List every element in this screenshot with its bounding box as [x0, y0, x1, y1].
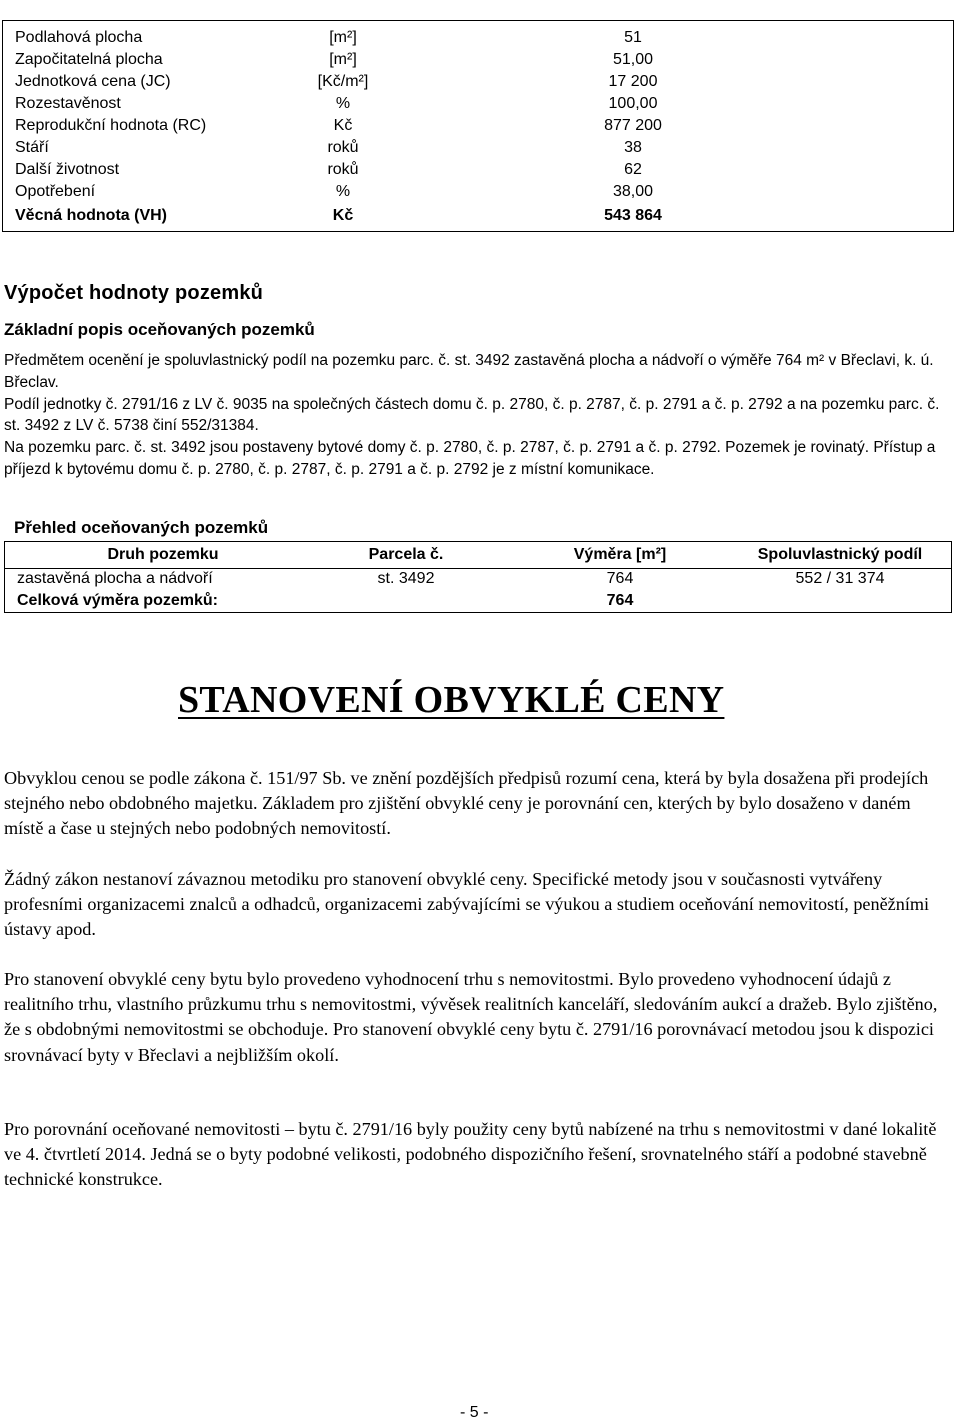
row-unit: roků [327, 161, 359, 178]
table-cell: st. 3492 [377, 570, 435, 587]
table-row [3, 115, 953, 137]
row-label: Podlahová plocha [15, 29, 143, 46]
row-unit: [m²] [329, 29, 357, 46]
table-total-row [5, 590, 951, 612]
description-paragraph: Podíl jednotky č. 2791/16 z LV č. 9035 na společných částech domu č. p. 2780, č. p. 2787, č. p. 2791 a č. p. 2792 a na pozemku parc. č. st. 3492 z LV č. 5738 činí 552/31384. [4, 395, 940, 435]
page-number: - 5 - [460, 1404, 489, 1421]
total-label: Celková výměra pozemků: [17, 592, 218, 609]
description-paragraph: Na pozemku parc. č. st. 3492 jsou postaveny bytové domy č. p. 2780, č. p. 2787, č. p. 2791 a č. p. 2792. Pozemek je rovinatý. Přístup a příjezd k bytovému domu č. p. 2780, č. p. 2787, č. p. 2791 a č. p. 2792 je z místní komunikace. [4, 439, 936, 478]
column-header: Druh pozemku [107, 546, 219, 563]
table-row [3, 159, 953, 181]
section-subtitle: Základní popis oceňovaných pozemků [4, 320, 315, 339]
table-header [5, 542, 951, 569]
body-paragraph: Pro porovnání oceňované nemovitosti – bytu č. 2791/16 byly použity ceny bytů nabízené na trhu s nemovitostmi v dané lokalitě ve 4. čtvrtletí 2014. Jedná se o byty podobné velikosti, podobného dispozičního řešení, srovnatelného stáří a podobné stavebně technické konstrukce. [4, 1119, 937, 1190]
table-row [3, 71, 953, 93]
table-cell: 764 [606, 570, 634, 587]
table-row [3, 181, 953, 203]
row-unit: % [335, 183, 351, 200]
row-value: 543 864 [604, 207, 662, 224]
table-total-row [3, 205, 953, 227]
parcels-table [4, 541, 952, 613]
row-label: Opotřebení [15, 183, 96, 200]
row-label: Další životnost [15, 161, 120, 178]
table-row [5, 568, 951, 590]
valuation-summary-table [2, 20, 954, 232]
row-unit: [Kč/m²] [317, 73, 369, 90]
table-cell: zastavěná plocha a nádvoří [17, 570, 213, 587]
row-unit: roků [327, 139, 359, 156]
table-row [3, 49, 953, 71]
total-value: 764 [606, 592, 634, 609]
parcels-title: Přehled oceňovaných pozemků [14, 518, 269, 537]
body-paragraph: Pro stanovení obvyklé ceny bytu bylo provedeno vyhodnocení trhu s nemovitostmi. Bylo provedeno vyhodnocení údajů z realitního trhu, vlastního průzkumu trhu s nemovitostmi, vývěsek realitních kanceláří, sledováním aukcí a dražeb. Bylo zjištěno, že s obdobnými nemovitostmi se obchoduje. Pro stanovení obvyklé ceny bytu č. 2791/16 porovnávací metodou jsou k dispozici srovnávací byty v Břeclavi a nejbližším okolí. [4, 969, 938, 1065]
row-value: 62 [624, 161, 642, 178]
page-heading: STANOVENÍ OBVYKLÉ CENY [178, 679, 725, 721]
section-title: Výpočet hodnoty pozemků [4, 282, 264, 304]
row-value: 38 [624, 139, 642, 156]
table-row [3, 93, 953, 115]
row-value: 38,00 [612, 183, 654, 200]
row-value: 17 200 [608, 73, 658, 90]
row-unit: [m²] [329, 51, 357, 68]
description-paragraph: Předmětem ocenění je spoluvlastnický podíl na pozemku parc. č. st. 3492 zastavěná plocha a nádvoří o výměře 764 m² v Břeclavi, k. ú. Břeclav. [4, 352, 934, 391]
row-label: Jednotková cena (JC) [15, 73, 171, 90]
table-cell: 552 / 31 374 [795, 570, 885, 587]
row-label: Věcná hodnota (VH) [15, 207, 168, 224]
row-unit: Kč [332, 207, 354, 224]
row-unit: Kč [333, 117, 353, 134]
row-value: 51,00 [612, 51, 654, 68]
row-value: 100,00 [608, 95, 658, 112]
land-description [4, 350, 954, 481]
column-header: Parcela č. [368, 546, 444, 563]
body-paragraph: Obvyklou cenou se podle zákona č. 151/97 Sb. ve znění pozdějších předpisů rozumí cena, která by byla dosažena při prodejích stejného nebo obdobného majetku. Základem pro zjištění obvyklé ceny je porovnání cen, kterých by bylo dosaženo v daném místě a čase u stejných nebo podobných nemovitostí. [4, 768, 929, 839]
table-row [3, 137, 953, 159]
row-label: Započitatelná plocha [15, 51, 163, 68]
row-unit: % [335, 95, 351, 112]
row-value: 877 200 [604, 117, 662, 134]
column-header: Výměra [m²] [573, 546, 667, 563]
row-label: Stáří [15, 139, 49, 156]
row-value: 51 [624, 29, 642, 46]
row-label: Rozestavěnost [15, 95, 121, 112]
row-label: Reprodukční hodnota (RC) [15, 117, 207, 134]
table-row [3, 27, 953, 49]
body-paragraph: Žádný zákon nestanoví závaznou metodiku pro stanovení obvyklé ceny. Specifické metody jsou v současnosti vytvářeny profesními organizacemi znalců a odhadců, organizacemi zabývajícími se výukou a studiem oceňování nemovitostí, peněžními ústavy apod. [4, 869, 930, 940]
column-header: Spoluvlastnický podíl [757, 546, 923, 563]
